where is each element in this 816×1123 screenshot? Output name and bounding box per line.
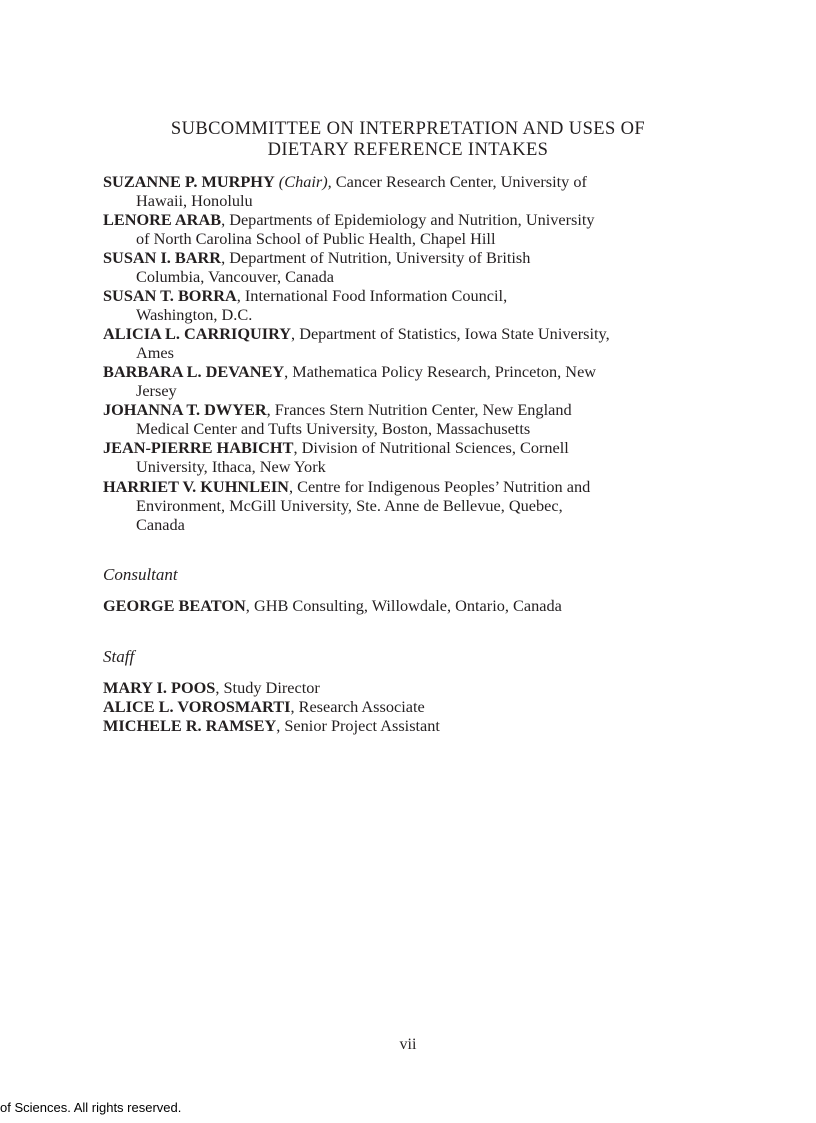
staff-name: MARY I. POOS <box>103 678 216 697</box>
member-name: ALICIA L. CARRIQUIRY <box>103 324 292 343</box>
member-affiliation: , Centre for Indigenous Peoples’ Nutrition and <box>288 477 591 496</box>
consultant-affiliation: , GHB Consulting, Willowdale, Ontario, Canada <box>245 596 562 615</box>
member-entry <box>103 362 743 400</box>
consultant-name: GEORGE BEATON <box>103 596 246 615</box>
member-affiliation-cont: Ames <box>136 343 174 362</box>
member-affiliation: , Division of Nutritional Sciences, Cornell <box>293 438 569 457</box>
member-name: HARRIET V. KUHNLEIN <box>103 477 289 496</box>
member-entry <box>103 477 743 534</box>
copyright-footer: of Sciences. All rights reserved. <box>0 1100 182 1115</box>
member-role: (Chair), <box>278 172 332 191</box>
member-affiliation-cont: Washington, D.C. <box>136 305 253 324</box>
staff-title: , Senior Project Assistant <box>276 716 440 735</box>
staff-entry <box>103 716 743 735</box>
member-line <box>103 286 743 305</box>
member-affiliation-cont: Medical Center and Tufts University, Boston, Massachusetts <box>136 419 531 438</box>
member-affiliation: , Mathematica Policy Research, Princeton, New <box>284 362 597 381</box>
member-name: SUZANNE P. MURPHY <box>103 172 275 191</box>
staff-heading: Staff <box>103 647 135 666</box>
member-affiliation-cont: University, Ithaca, New York <box>136 457 326 476</box>
member-name: BARBARA L. DEVANEY <box>103 362 285 381</box>
staff-name: ALICE L. VOROSMARTI <box>103 697 291 716</box>
member-name: SUSAN T. BORRA <box>103 286 237 305</box>
member-affiliation-cont: Columbia, Vancouver, Canada <box>136 267 334 286</box>
member-entry <box>103 286 743 324</box>
member-affiliation: , Department of Nutrition, University of British <box>221 248 531 267</box>
member-affiliation-cont: of North Carolina School of Public Health, Chapel Hill <box>136 229 496 248</box>
staff-line <box>103 716 743 735</box>
member-name: JEAN-PIERRE HABICHT <box>103 438 294 457</box>
staff-title: , Research Associate <box>290 697 425 716</box>
staff-line <box>103 678 743 697</box>
staff-entry <box>103 697 743 716</box>
member-entry <box>103 172 743 210</box>
member-line <box>103 438 743 457</box>
page-number: vii <box>399 1036 417 1053</box>
member-affiliation: , Department of Statistics, Iowa State University, <box>291 324 610 343</box>
member-name: LENORE ARAB <box>103 210 222 229</box>
member-name: SUSAN I. BARR <box>103 248 222 267</box>
member-affiliation: , Frances Stern Nutrition Center, New England <box>266 400 572 419</box>
member-entry <box>103 324 743 362</box>
member-affiliation-cont: Canada <box>136 515 185 534</box>
member-entry <box>103 438 743 476</box>
member-line <box>103 248 743 267</box>
consultant-heading: Consultant <box>103 565 178 584</box>
member-affiliation-cont: Hawaii, Honolulu <box>136 191 253 210</box>
staff-entry <box>103 678 743 697</box>
member-affiliation: , Departments of Epidemiology and Nutrition, University <box>221 210 595 229</box>
member-entry <box>103 400 743 438</box>
member-name: JOHANNA T. DWYER <box>103 400 267 419</box>
page-title-line-2: DIETARY REFERENCE INTAKES <box>267 140 549 160</box>
consultant-line <box>103 596 743 615</box>
member-line <box>103 172 743 191</box>
member-line <box>103 324 743 343</box>
member-line <box>103 210 743 229</box>
staff-line <box>103 697 743 716</box>
member-line <box>103 362 743 381</box>
consultant-entry <box>103 596 743 615</box>
member-affiliation: Cancer Research Center, University of <box>331 172 587 191</box>
staff-title: , Study Director <box>215 678 320 697</box>
page-title-line-1: SUBCOMMITTEE ON INTERPRETATION AND USES OF <box>170 119 646 139</box>
member-affiliation-cont: Jersey <box>136 381 177 400</box>
member-affiliation-cont: Environment, McGill University, Ste. Anne de Bellevue, Quebec, <box>136 496 563 515</box>
member-affiliation: , International Food Information Council, <box>236 286 508 305</box>
staff-name: MICHELE R. RAMSEY <box>103 716 277 735</box>
member-entry <box>103 210 743 248</box>
member-entry <box>103 248 743 286</box>
member-line <box>103 400 743 419</box>
member-line <box>103 477 743 496</box>
